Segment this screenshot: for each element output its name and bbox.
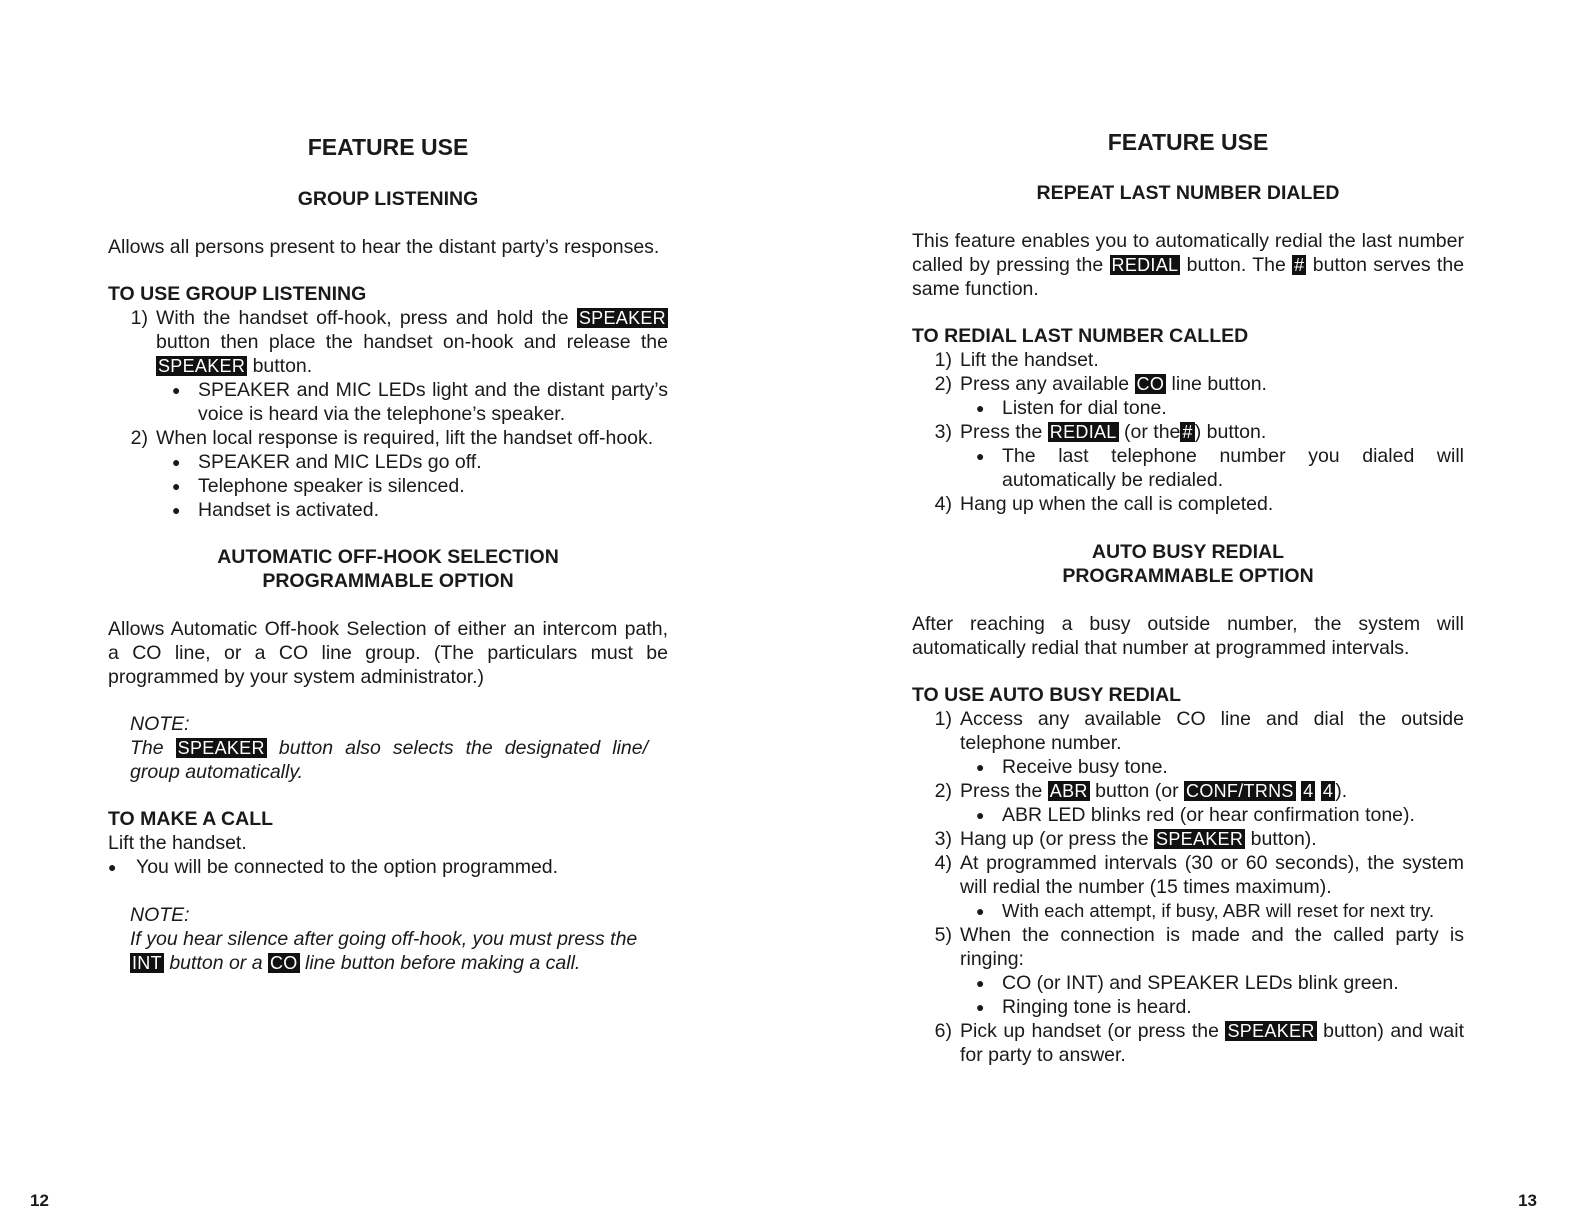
bullet-icon: ● [976, 448, 985, 464]
step-number: 3) [934, 828, 952, 850]
step-number: 2) [934, 780, 952, 802]
bullet-icon: ● [172, 454, 181, 470]
page-number-right: 13 [1518, 1191, 1537, 1210]
bullet-item: ● CO (or INT) and SPEAKER LEDs blink green. [976, 972, 1399, 994]
bullet-item: ● The last telephone number you dialed will automatically be redialed. [976, 445, 1464, 491]
step-4: 4) Hang up when the call is completed. [912, 492, 1464, 516]
abr-key: ABR [1049, 781, 1088, 801]
step-number: 1) [934, 708, 952, 730]
bullet-icon: ● [976, 903, 985, 919]
co-key: CO [1136, 374, 1165, 394]
page-title: FEATURE USE [1107, 129, 1269, 155]
note-text: The SPEAKER button also selects the designated line/ group automatically. [130, 737, 649, 783]
note-text: If you hear silence after going off-hook, you must press the INT button or a CO line button before making a call. [130, 928, 638, 974]
co-key: CO [269, 953, 298, 973]
note-label: NOTE: [130, 713, 190, 735]
step-number: 6) [934, 1020, 952, 1042]
bullet-icon: ● [172, 382, 181, 398]
bullet-item: ● With each attempt, if busy, ABR will reset for next try. [976, 900, 1435, 921]
digit-4-key: 4 [1322, 781, 1334, 801]
bullet-item: ● You will be connected to the option programmed. [108, 856, 559, 878]
section-heading-auto-offhook: AUTOMATIC OFF-HOOK SELECTION [217, 546, 559, 568]
bullet-icon: ● [976, 807, 985, 823]
group-listening-intro: Allows all persons present to hear the distant party’s responses. [108, 236, 660, 258]
auto-offhook-intro: Allows Automatic Off-hook Selection of either an intercom path, a CO line, or a CO line group. (The particulars must be programmed by your system administrator.) [108, 618, 668, 688]
section-heading-programmable-option: PROGRAMMABLE OPTION [1062, 565, 1314, 587]
bullet-item: ● Receive busy tone. [976, 756, 1168, 778]
step-2: 2) When local response is required, lift the handset off-hook. [108, 426, 668, 450]
speaker-key: SPEAKER [578, 308, 666, 328]
digit-4-key: 4 [1303, 781, 1314, 801]
step-5: 5) When the connection is made and the called party is ringing: [912, 923, 1464, 971]
bullet-icon: ● [976, 999, 985, 1015]
step-number: 4) [934, 493, 952, 515]
subheading-use-auto-busy-redial: TO USE AUTO BUSY REDIAL [912, 684, 1182, 706]
bullet-icon: ● [976, 400, 985, 416]
step-number: 1) [130, 307, 148, 329]
bullet-icon: ● [976, 759, 985, 775]
hash-key: # [1182, 422, 1193, 442]
section-heading-programmable-option: PROGRAMMABLE OPTION [262, 570, 514, 592]
step-number: 4) [934, 852, 952, 874]
make-call-text: Lift the handset. [108, 832, 247, 854]
step-1: 1) With the handset off-hook, press and hold the SPEAKER button then place the handset on-hook and release the SPEAKER button. [108, 306, 668, 378]
section-heading-group-listening: GROUP LISTENING [297, 188, 479, 210]
step-1: 1) Lift the handset. [912, 348, 1464, 372]
step-3: 3) Hang up (or press the SPEAKER button). [912, 827, 1464, 851]
bullet-item: ● ABR LED blinks red (or hear confirmation tone). [976, 804, 1415, 826]
step-number: 3) [934, 421, 952, 443]
step-number: 2) [934, 373, 952, 395]
bullet-icon: ● [172, 478, 181, 494]
redial-key: REDIAL [1111, 255, 1179, 275]
bullet-item: ● SPEAKER and MIC LEDs go off. [172, 451, 482, 473]
bullet-icon: ● [172, 502, 181, 518]
hash-key: # [1294, 255, 1305, 275]
speaker-key: SPEAKER [1156, 829, 1244, 849]
repeat-intro: This feature enables you to automatically redial the last number called by pressing the REDIAL button. The # button serves the same function. [912, 230, 1465, 300]
abr-intro: After reaching a busy outside number, the system will automatically redial that number at programmed intervals. [912, 613, 1464, 659]
page-number-left: 12 [30, 1191, 49, 1210]
step-6: 6) Pick up handset (or press the SPEAKER button) and wait for party to answer. [912, 1019, 1464, 1067]
speaker-key: SPEAKER [177, 738, 265, 758]
note-label: NOTE: [130, 904, 190, 926]
step-number: 2) [130, 427, 148, 449]
bullet-icon: ● [976, 975, 985, 991]
bullet-item: ● SPEAKER and MIC LEDs light and the distant party’s voice is heard via the telephone’s speaker. [172, 379, 668, 425]
left-page [108, 0, 668, 975]
speaker-key: SPEAKER [1227, 1021, 1315, 1041]
subheading-use-group-listening: TO USE GROUP LISTENING [108, 283, 367, 305]
bullet-item: ● Handset is activated. [172, 499, 380, 521]
right-page [912, 0, 1464, 1067]
subheading-redial-last-number: TO REDIAL LAST NUMBER CALLED [912, 325, 1249, 347]
step-number: 1) [934, 349, 952, 371]
bullet-icon: ● [108, 859, 117, 875]
conf-trns-key: CONF/TRNS [1186, 781, 1294, 801]
bullet-item: ● Listen for dial tone. [976, 397, 1167, 419]
step-2: 2) Press any available CO line button. [912, 372, 1464, 396]
bullet-item: ● Telephone speaker is silenced. [172, 475, 465, 497]
step-4: 4) At programmed intervals (30 or 60 seconds), the system will redial the number (15 times maximum). [912, 851, 1464, 899]
redial-key: REDIAL [1049, 422, 1117, 442]
subheading-make-a-call: TO MAKE A CALL [108, 808, 274, 830]
step-number: 5) [934, 924, 952, 946]
speaker-key: SPEAKER [158, 356, 246, 376]
section-heading-repeat-last-number: REPEAT LAST NUMBER DIALED [1036, 182, 1340, 204]
int-key: INT [132, 953, 162, 973]
bullet-item: ● Ringing tone is heard. [976, 996, 1192, 1018]
step-3: 3) Press the REDIAL (or the # ) button. [912, 420, 1464, 444]
step-1: 1) Access any available CO line and dial the outside telephone number. [912, 707, 1464, 755]
step-2: 2) Press the ABR button (or CONF/TRNS 4 4 ). [912, 779, 1464, 803]
section-heading-auto-busy-redial: AUTO BUSY REDIAL [1091, 541, 1285, 563]
page-title: FEATURE USE [307, 134, 469, 160]
